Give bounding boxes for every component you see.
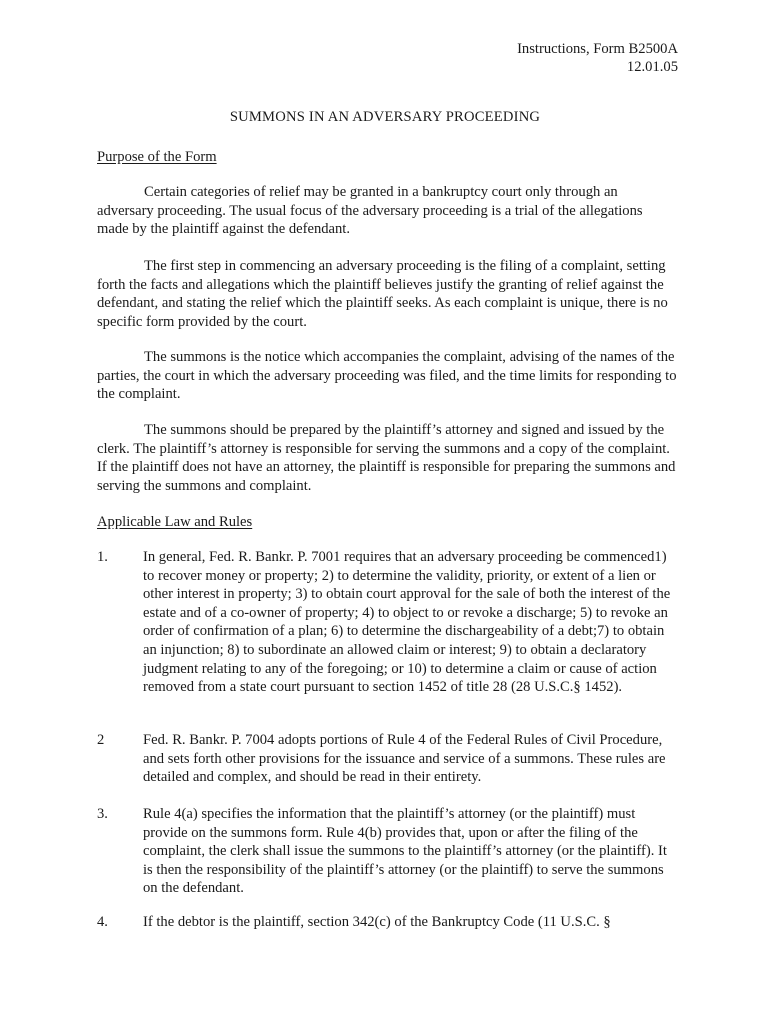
document-title: SUMMONS IN AN ADVERSARY PROCEEDING [229, 109, 541, 125]
list-item-text: Fed. R. Bankr. P. 7004 adopts portions of Rule 4 of the Federal Rules of Civil Procedure, and sets forth other provisions for the issuance and service of a summons. These rules are detailed and complex, and should be read in their entirety. [143, 732, 666, 786]
paragraph: The summons should be prepared by the plaintiff’s attorney and signed and issued by the clerk. The plaintiff’s attorney is responsible for serving the summons and a copy of the complaint. If the plaintiff does not have an attorney, the plaintiff is responsible for preparing the summons and serving the summons and complaint. [97, 422, 676, 494]
list-item [97, 548, 677, 697]
section-heading-purpose: Purpose of the Form [97, 149, 217, 165]
list-item [97, 805, 677, 898]
list-item-number: 3. [97, 806, 108, 822]
section-heading-law: Applicable Law and Rules [97, 514, 253, 530]
list-item [97, 731, 677, 787]
form-date: 12.01.05 [626, 59, 678, 75]
list-item-number: 1. [97, 549, 108, 565]
paragraph: Certain categories of relief may be granted in a bankruptcy court only through an adversary proceeding. The usual focus of the adversary proceeding is a trial of the allegations made by the plaintiff against the defendant. [97, 184, 643, 238]
form-id: Instructions, Form B2500A [517, 41, 678, 57]
list-item-number: 4. [97, 914, 108, 930]
list-item [97, 913, 677, 932]
list-item-text: In general, Fed. R. Bankr. P. 7001 requires that an adversary proceeding be commenced1) to recover money or property; 2) to determine the validity, priority, or extent of a lien or other interest in property; 3) to obtain court approval for the sale of both the interest of the estate and of a co-owner of property; 4) to object to or revoke a discharge; 5) to revoke an order of confirmation of a plan; 6) to determine the dischargeability of a debt;7) to obtain an injunction; 8) to subordinate an allowed claim or interest; 9) to obtain a declaratory judgment relating to any of the foregoing; or 10) to determine a claim or cause of action removed from a state court pursuant to section 1452 of title 28 (28 U.S.C.§ 1452). [143, 549, 671, 696]
paragraph: The summons is the notice which accompanies the complaint, advising of the names of the parties, the court in which the adversary proceeding was filed, and the time limits for responding to the complaint. [97, 349, 677, 403]
list-item-text: Rule 4(a) specifies the information that the plaintiff’s attorney (or the plaintiff) must provide on the summons form. Rule 4(b) provides that, upon or after the filing of the complaint, the clerk shall issue the summons to the plaintiff’s attorney (or the plaintiff). It is then the responsibility of the plaintiff’s attorney (or the plaintiff) to serve the summons on the defendant. [143, 806, 667, 897]
paragraph: The first step in commencing an adversary proceeding is the filing of a complaint, setting forth the facts and allegations which the plaintiff believes justify the granting of relief against the defendant, and stating the relief which the plaintiff seeks. As each complaint is unique, there is no specific form provided by the court. [97, 258, 668, 330]
list-item-number: 2 [97, 732, 105, 748]
list-item-text: If the debtor is the plaintiff, section 342(c) of the Bankruptcy Code (11 U.S.C. § [143, 914, 611, 930]
form-header [517, 40, 678, 76]
